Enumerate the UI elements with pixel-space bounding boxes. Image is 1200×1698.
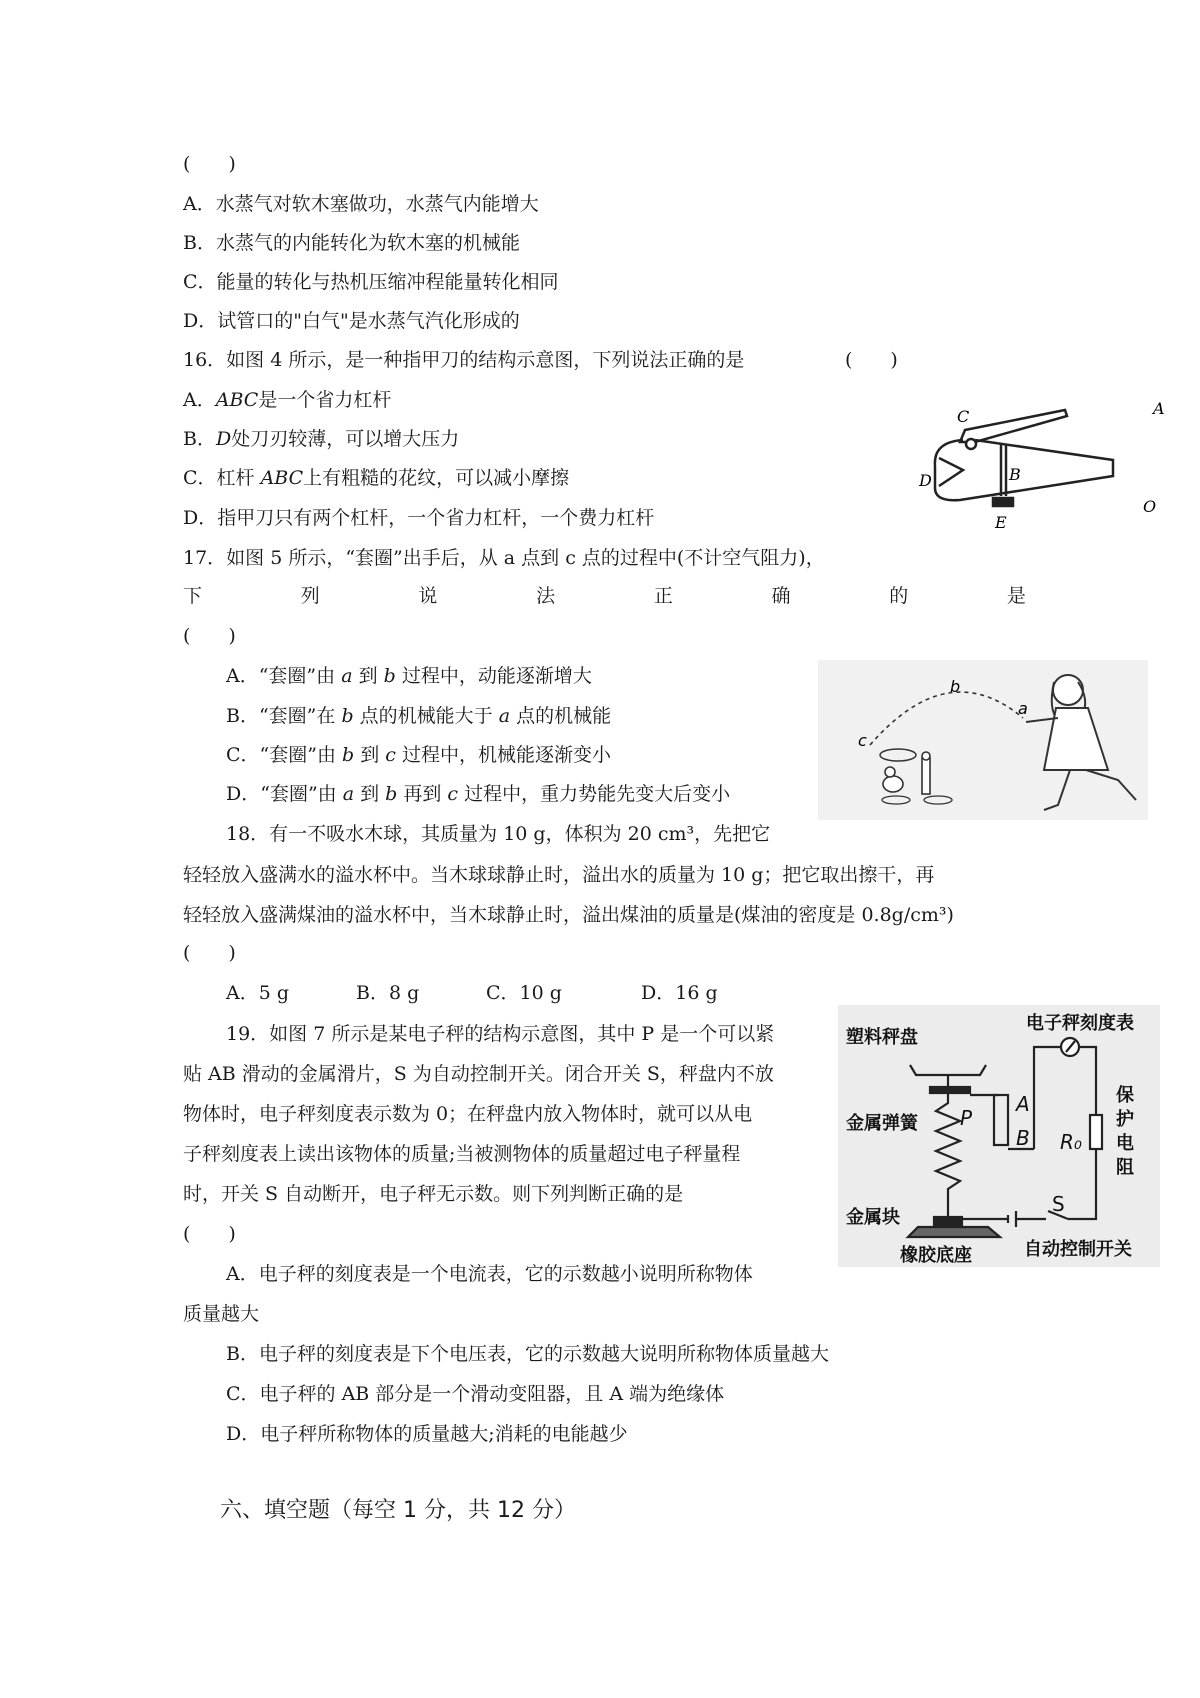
label-base: 橡胶底座: [900, 1245, 972, 1266]
q17-bracket: ( ): [183, 625, 236, 647]
q17-option-d: D．“套圈”由 a 到 b 再到 c 过程中，重力势能先变大后变小: [226, 783, 731, 805]
q17-option-b: B．“套圈”在 b 点的机械能大于 a 点的机械能: [226, 705, 612, 727]
label-a: a: [1018, 699, 1028, 718]
q15-option-c: C．能量的转化与热机压缩冲程能量转化相同: [183, 271, 559, 293]
q19-option-d: D．电子秤所称物体的质量越大;消耗的电能越少: [226, 1423, 628, 1445]
q18-line-1: 18．有一不吸水木球，其质量为 10 g，体积为 20 cm³，先把它: [226, 823, 771, 845]
q19-line-5: 时，开关 S 自动断开，电子秤无示数。则下列判断正确的是: [183, 1183, 684, 1205]
q16-option-b: B．D处刀刃较薄，可以增大压力: [183, 428, 460, 450]
label-a: A: [1153, 400, 1165, 418]
label-d: D: [919, 471, 932, 490]
q17-stem-spread: [183, 584, 1026, 608]
q18-choice-c: C．10 g: [486, 982, 562, 1004]
label-o: O: [1143, 497, 1157, 516]
label-b: B: [1009, 465, 1021, 484]
stem-char: 的: [889, 585, 909, 607]
label-pan: 塑料秤盘: [846, 1027, 918, 1048]
q15-option-a: A．水蒸气对软木塞做功，水蒸气内能增大: [183, 193, 539, 215]
stem-char: 确: [771, 585, 791, 607]
label-b: B: [1016, 1126, 1030, 1150]
q19-option-c: C．电子秤的 AB 部分是一个滑动变阻器，且 A 端为绝缘体: [226, 1383, 725, 1405]
stem-char: 下: [183, 585, 203, 607]
nail-clipper-figure: [905, 400, 1165, 540]
ring-toss-figure: [818, 660, 1148, 820]
q19-bracket: ( ): [183, 1223, 236, 1245]
q18-bracket: ( ): [183, 942, 236, 964]
label-resistor-char: 护: [1116, 1109, 1134, 1130]
label-r0: R₀: [1060, 1130, 1082, 1154]
label-spring: 金属弹簧: [846, 1113, 918, 1134]
q18-choice-b: B．8 g: [356, 982, 420, 1004]
label-s: S: [1052, 1192, 1065, 1216]
q16-option-c: C．杠杆 ABC上有粗糙的花纹，可以减小摩擦: [183, 467, 570, 489]
q16-option-a: A．ABC是一个省力杠杆: [183, 389, 392, 411]
q17-stem: 17．如图 5 所示，“套圈”出手后，从 a 点到 c 点的过程中(不计空气阻力)，: [183, 547, 825, 569]
stem-char: 列: [300, 585, 320, 607]
q18-line-2: 轻轻放入盛满水的溢水杯中。当木球球静止时，溢出水的质量为 10 g；把它取出擦干，再: [183, 864, 935, 886]
stem-char: 法: [536, 585, 556, 607]
q18-choice-d: D．16 g: [641, 982, 718, 1004]
q16-bracket: ( ): [845, 349, 898, 371]
q19-option-b: B．电子秤的刻度表是下个电压表，它的示数越大说明所称物体质量越大: [226, 1343, 829, 1365]
q17-option-a: A．“套圈”由 a 到 b 过程中，动能逐渐增大: [226, 665, 592, 687]
label-resistor-char: 保: [1116, 1085, 1134, 1106]
label-c: C: [957, 407, 970, 426]
electronic-scale-figure: [838, 1005, 1160, 1267]
q19-line-1: 19．如图 7 所示是某电子秤的结构示意图，其中 P 是一个可以紧: [226, 1023, 775, 1045]
section-six-heading: 六、填空题（每空 1 分，共 12 分）: [220, 1498, 576, 1523]
q19-line-3: 物体时，电子秤刻度表示数为 0；在秤盘内放入物体时，就可以从电: [183, 1103, 753, 1125]
label-c: c: [858, 731, 867, 750]
q16-stem: 16．如图 4 所示，是一种指甲刀的结构示意图，下列说法正确的是: [183, 349, 745, 371]
stem-char: 说: [418, 585, 438, 607]
label-resistor-char: 阻: [1116, 1157, 1134, 1178]
label-block: 金属块: [846, 1207, 900, 1228]
label-p: P: [960, 1106, 973, 1130]
q19-option-a-1: A．电子秤的刻度表是一个电流表，它的示数越小说明所称物体: [226, 1263, 753, 1285]
q16-option-d: D．指甲刀只有两个杠杆，一个省力杠杆，一个费力杠杆: [183, 507, 655, 529]
label-switch: 自动控制开关: [1024, 1239, 1132, 1260]
label-resistor-char: 电: [1116, 1133, 1134, 1154]
q15-bracket: ( ): [183, 153, 236, 175]
q17-option-c: C．“套圈”由 b 到 c 过程中，机械能逐渐变小: [226, 744, 611, 766]
q19-line-2: 贴 AB 滑动的金属滑片，S 为自动控制开关。闭合开关 S，秤盘内不放: [183, 1063, 774, 1085]
q15-option-b: B．水蒸气的内能转化为软木塞的机械能: [183, 232, 520, 254]
q15-option-d: D．试管口的"白气"是水蒸气汽化形成的: [183, 310, 520, 332]
stem-char: 是: [1006, 585, 1026, 607]
q18-line-3: 轻轻放入盛满煤油的溢水杯中，当木球静止时，溢出煤油的质量是(煤油的密度是 0.8g/cm³): [183, 904, 954, 926]
q19-line-4: 子秤刻度表上读出该物体的质量;当被测物体的质量超过电子秤量程: [183, 1143, 741, 1165]
label-e: E: [995, 513, 1007, 532]
label-a: A: [1016, 1092, 1030, 1116]
q19-option-a-2: 质量越大: [183, 1303, 260, 1325]
label-meter: 电子秤刻度表: [1026, 1013, 1134, 1034]
stem-char: 正: [653, 585, 673, 607]
label-b: b: [950, 677, 961, 696]
q18-choice-a: A．5 g: [226, 982, 290, 1004]
